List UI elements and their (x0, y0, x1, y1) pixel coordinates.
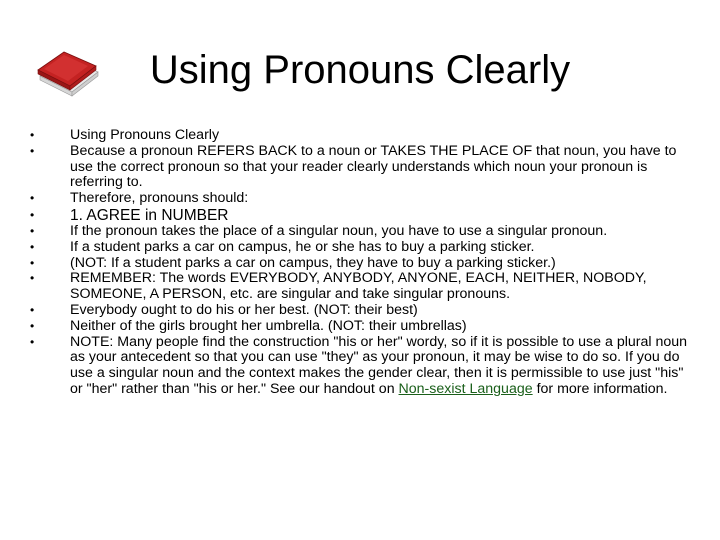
list-item-text: Therefore, pronouns should: (70, 190, 249, 207)
list-item (30, 144, 690, 191)
list-item (30, 303, 690, 319)
list-item (30, 335, 690, 398)
bullet-icon: • (30, 271, 35, 286)
list-item-text-after: for more information. (532, 380, 668, 397)
bullet-icon: • (30, 223, 35, 238)
bullet-icon: • (30, 191, 35, 206)
bullet-icon: • (30, 143, 35, 158)
bullet-icon: • (30, 239, 35, 254)
red-book-icon (32, 40, 104, 100)
page-title: Using Pronouns Clearly (149, 48, 571, 92)
non-sexist-language-link[interactable]: Non-sexist Language (398, 380, 533, 397)
list-item-text: (NOT: If a student parks a car on campus, they have to buy a parking sticker.) (70, 254, 556, 271)
list-item-text: Using Pronouns Clearly (70, 127, 220, 143)
list-item (30, 240, 690, 256)
bullet-list (30, 128, 690, 398)
list-item-text: If a student parks a car on campus, he or she has to buy a parking sticker. (70, 238, 535, 255)
list-item-text: Everybody ought to do his or her best. (NOT: their best) (70, 301, 418, 318)
bullet-icon: • (30, 255, 35, 270)
list-item (30, 191, 690, 207)
list-item-text: NOTE: Many people find the construction "his or her" wordy, so if it is possible to use a plural noun as your antecedent so that you can use "they" as your pronoun, it may be wise to do so. If you do use a singular noun and the context makes the gender clear, then it is permissible to use just "his" or "her" rather than "his or her." See our handout on (70, 333, 688, 397)
list-item (30, 207, 690, 224)
bullet-icon: • (30, 128, 35, 142)
list-item (30, 271, 690, 303)
list-item-text: Neither of the girls brought her umbrella. (NOT: their umbrellas) (70, 317, 467, 334)
bullet-icon: • (30, 318, 35, 333)
list-item (30, 256, 690, 272)
list-item (30, 224, 690, 240)
list-item-text: REMEMBER: The words EVERYBODY, ANYBODY, ANYONE, EACH, NEITHER, NOBODY, SOMEONE, A PERSON, etc. are singular and take singular pronouns. (70, 270, 647, 303)
list-item-text: Because a pronoun REFERS BACK to a noun or TAKES THE PLACE OF that noun, you have to use the correct pronoun so that your reader clearly understands which noun your pronoun is referring to. (70, 142, 677, 191)
list-item (30, 128, 690, 144)
bullet-icon: • (30, 207, 35, 222)
list-item-text: 1. AGREE in NUMBER (70, 206, 229, 224)
bullet-icon: • (30, 334, 35, 349)
list-item-text: If the pronoun takes the place of a singular noun, you have to use a singular pronoun. (70, 222, 608, 239)
bullet-icon: • (30, 302, 35, 317)
list-item (30, 319, 690, 335)
